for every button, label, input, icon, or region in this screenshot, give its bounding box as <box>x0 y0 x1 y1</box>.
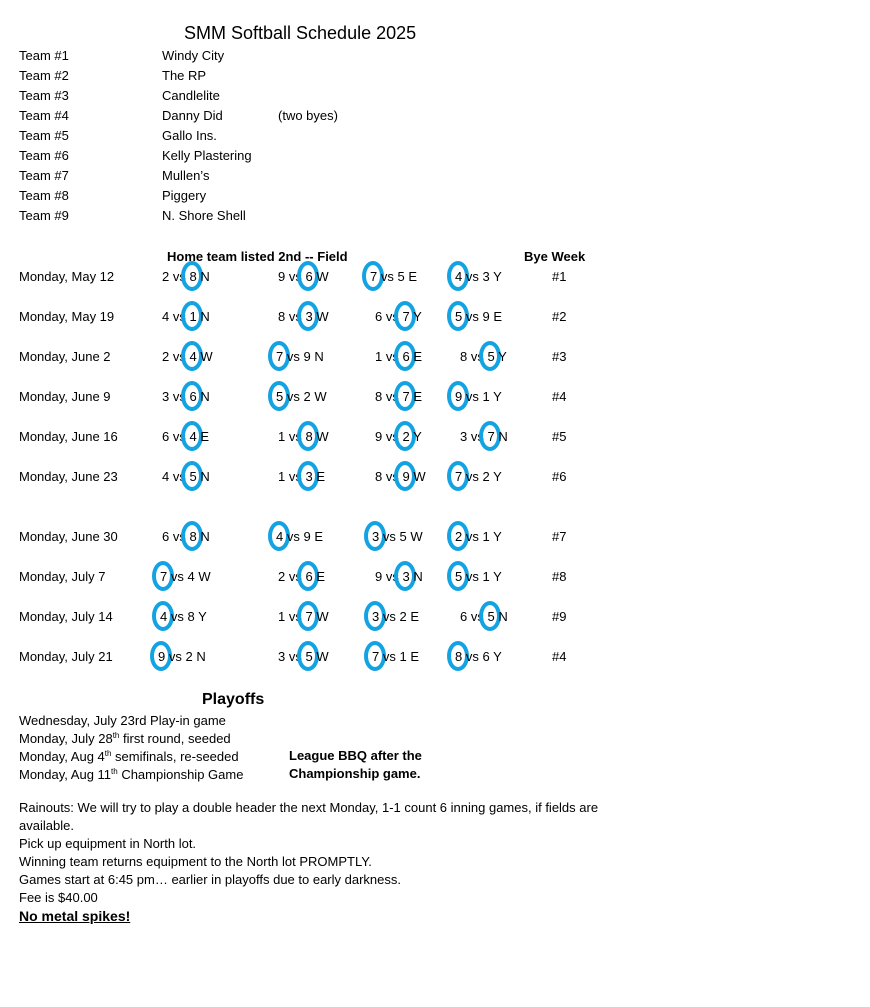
field-code: Y <box>413 309 422 324</box>
home-team: 1 <box>482 389 490 404</box>
home-team: 1 <box>482 529 490 544</box>
field-code: E <box>200 429 210 444</box>
vs-label: vs <box>470 429 484 444</box>
playoff-description: semifinals, re-seeded <box>111 749 239 764</box>
game-matchup <box>162 429 209 445</box>
home-team: 6 <box>402 349 409 364</box>
vs-label: vs <box>465 469 479 484</box>
vs-label: vs <box>170 609 184 624</box>
team-number: Team #3 <box>19 88 69 103</box>
away-team: 3 <box>162 389 170 404</box>
playoff-description: Championship Game <box>117 767 244 782</box>
game-matchup <box>455 569 502 585</box>
vs-label: vs <box>465 309 479 324</box>
field-code: N <box>498 609 508 624</box>
field-code: Y <box>493 569 502 584</box>
away-team: 7 <box>276 349 283 364</box>
game-matchup <box>455 309 502 325</box>
away-team: 9 <box>278 269 286 284</box>
field-code: Y <box>493 269 502 284</box>
fee-note: Fee is $40.00 <box>19 890 98 905</box>
game-matchup <box>278 429 329 445</box>
playoff-round <box>19 748 239 766</box>
game-matchup <box>278 569 325 585</box>
away-team: 1 <box>278 469 286 484</box>
bye-week-team: #3 <box>552 349 567 364</box>
page-title: SMM Softball Schedule 2025 <box>184 23 417 43</box>
field-code: E <box>316 569 326 584</box>
field-code: N <box>498 429 508 444</box>
away-team: 1 <box>278 609 286 624</box>
home-team: 6 <box>482 649 490 664</box>
away-team: 2 <box>162 349 170 364</box>
vs-label: vs <box>385 309 399 324</box>
week-date: Monday, May 12 <box>19 269 115 284</box>
vs-label: vs <box>288 649 302 664</box>
vs-label: vs <box>288 469 302 484</box>
game-matchup <box>160 609 207 625</box>
field-code: W <box>316 429 329 444</box>
vs-label: vs <box>288 269 302 284</box>
field-code: E <box>493 309 503 324</box>
away-team: 8 <box>375 389 383 404</box>
field-code: E <box>413 389 423 404</box>
game-matchup <box>276 389 327 405</box>
game-matchup <box>160 569 211 585</box>
field-code: N <box>200 529 210 544</box>
game-matchup <box>162 349 213 365</box>
team-name: The RP <box>162 68 207 83</box>
week-date: Monday, May 19 <box>19 309 115 324</box>
away-team: 4 <box>455 269 462 284</box>
game-matchup <box>372 529 423 545</box>
field-code: Y <box>498 349 507 364</box>
vs-label: vs <box>470 349 484 364</box>
game-matchup <box>460 349 507 365</box>
field-code: Y <box>493 649 502 664</box>
vs-label: vs <box>382 649 396 664</box>
game-matchup <box>372 649 419 665</box>
away-team: 1 <box>278 429 286 444</box>
game-matchup <box>455 649 502 665</box>
field-code: N <box>196 649 206 664</box>
field-code: W <box>316 269 329 284</box>
home-team: 8 <box>187 609 195 624</box>
game-matchup <box>375 389 422 405</box>
vs-label: vs <box>288 609 302 624</box>
bbq-note-line2: Championship game. <box>289 766 421 781</box>
home-team: 8 <box>189 269 196 284</box>
vs-label: vs <box>170 569 184 584</box>
return-note: Winning team returns equipment to the North lot PROMPTLY. <box>19 854 372 869</box>
home-team: 2 <box>399 609 407 624</box>
vs-label: vs <box>385 429 399 444</box>
start-time-note: Games start at 6:45 pm… earlier in playoffs due to early darkness. <box>19 872 401 887</box>
field-code: W <box>413 469 426 484</box>
vs-label: vs <box>385 349 399 364</box>
vs-label: vs <box>382 609 396 624</box>
vs-label: vs <box>465 569 479 584</box>
game-matchup <box>375 469 426 485</box>
home-team: 4 <box>187 569 195 584</box>
away-team: 7 <box>160 569 167 584</box>
vs-label: vs <box>385 389 399 404</box>
team-number: Team #6 <box>19 148 69 163</box>
no-metal-spikes-warning: No metal spikes! <box>19 908 131 924</box>
home-team: 3 <box>305 309 312 324</box>
vs-label: vs <box>172 349 186 364</box>
week-date: Monday, June 23 <box>19 469 118 484</box>
home-team: 6 <box>189 389 196 404</box>
away-team: 6 <box>375 309 383 324</box>
game-matchup <box>375 309 422 325</box>
playoff-round <box>19 766 243 784</box>
away-team: 7 <box>455 469 462 484</box>
bye-week-team: #5 <box>552 429 567 444</box>
week-date: Monday, July 7 <box>19 569 106 584</box>
week-date: Monday, July 21 <box>19 649 113 664</box>
playoff-description: first round, seeded <box>119 731 231 746</box>
team-name: Windy City <box>162 48 225 63</box>
field-code: W <box>316 649 329 664</box>
vs-label: vs <box>382 529 396 544</box>
game-matchup <box>375 569 423 585</box>
field-code: N <box>314 349 324 364</box>
field-code: Y <box>198 609 207 624</box>
field-code: W <box>410 529 423 544</box>
away-team: 7 <box>372 649 379 664</box>
vs-label: vs <box>172 469 186 484</box>
away-team: 5 <box>455 569 462 584</box>
away-team: 8 <box>460 349 468 364</box>
away-team: 8 <box>455 649 462 664</box>
field-code: N <box>200 309 210 324</box>
vs-label: vs <box>172 269 186 284</box>
team-note: (two byes) <box>278 108 338 123</box>
field-code: Y <box>493 469 502 484</box>
home-team: 2 <box>185 649 193 664</box>
game-matchup <box>158 649 206 665</box>
playoff-round <box>19 712 226 730</box>
home-team: 9 <box>482 309 490 324</box>
team-name: Danny Did <box>162 108 223 123</box>
away-team: 9 <box>455 389 462 404</box>
team-name: Mullen’s <box>162 168 210 183</box>
away-team: 6 <box>162 429 170 444</box>
home-team: 6 <box>305 269 312 284</box>
away-team: 6 <box>162 529 170 544</box>
team-number: Team #2 <box>19 68 69 83</box>
away-team: 4 <box>160 609 167 624</box>
away-team: 3 <box>372 609 379 624</box>
away-team: 2 <box>278 569 286 584</box>
away-team: 3 <box>460 429 468 444</box>
away-team: 9 <box>158 649 165 664</box>
pickup-note: Pick up equipment in North lot. <box>19 836 197 851</box>
vs-label: vs <box>286 529 300 544</box>
week-date: Monday, June 16 <box>19 429 118 444</box>
field-code: W <box>200 349 213 364</box>
vs-label: vs <box>465 389 479 404</box>
vs-label: vs <box>465 649 479 664</box>
vs-label: vs <box>288 429 302 444</box>
field-code: E <box>316 469 326 484</box>
field-code: N <box>200 269 210 284</box>
game-matchup <box>455 469 502 485</box>
vs-label: vs <box>470 609 484 624</box>
team-name: Piggery <box>162 188 207 203</box>
home-team: 7 <box>402 389 409 404</box>
ordinal-suffix: th <box>111 767 118 776</box>
home-team: 2 <box>303 389 311 404</box>
home-team: 3 <box>402 569 409 584</box>
home-team: 9 <box>303 529 311 544</box>
team-number: Team #7 <box>19 168 69 183</box>
game-matchup <box>162 389 210 405</box>
home-team: 5 <box>487 609 494 624</box>
field-code: E <box>314 529 324 544</box>
vs-label: vs <box>385 569 399 584</box>
field-code: Y <box>493 529 502 544</box>
away-team: 4 <box>276 529 283 544</box>
playoff-date: Monday, July 28 <box>19 731 113 746</box>
home-team: 1 <box>189 309 196 324</box>
home-team: 5 <box>305 649 312 664</box>
home-team: 2 <box>482 469 490 484</box>
game-matchup <box>162 529 210 545</box>
vs-label: vs <box>288 309 302 324</box>
away-team: 2 <box>162 269 170 284</box>
home-team: 1 <box>399 649 407 664</box>
playoff-date: Wednesday, July 23rd Play-in game <box>19 713 226 728</box>
vs-label: vs <box>172 429 186 444</box>
home-team: 5 <box>487 349 494 364</box>
team-name: Candlelite <box>162 88 220 103</box>
away-team: 3 <box>278 649 286 664</box>
playoff-round <box>19 730 231 748</box>
game-matchup <box>460 429 508 445</box>
schedule-games-header: Home team listed 2nd -- Field <box>167 249 348 264</box>
game-matchup <box>460 609 508 625</box>
playoff-date: Monday, Aug 11 <box>19 767 112 782</box>
vs-label: vs <box>385 469 399 484</box>
home-team: 4 <box>189 429 196 444</box>
away-team: 7 <box>370 269 377 284</box>
game-matchup <box>278 649 329 665</box>
game-matchup <box>162 309 210 325</box>
vs-label: vs <box>465 529 479 544</box>
field-code: E <box>410 609 420 624</box>
away-team: 4 <box>162 469 170 484</box>
away-team: 3 <box>372 529 379 544</box>
team-number: Team #5 <box>19 128 69 143</box>
field-code: W <box>316 309 329 324</box>
vs-label: vs <box>172 389 186 404</box>
away-team: 6 <box>460 609 468 624</box>
vs-label: vs <box>172 309 186 324</box>
bbq-note-line1: League BBQ after the <box>289 748 422 763</box>
home-team: 1 <box>482 569 490 584</box>
bye-week-team: #7 <box>552 529 567 544</box>
game-matchup <box>278 309 329 325</box>
vs-label: vs <box>286 349 300 364</box>
home-team: 7 <box>402 309 409 324</box>
home-team: 6 <box>305 569 312 584</box>
game-matchup <box>375 349 422 365</box>
game-matchup <box>375 429 422 445</box>
team-number: Team #1 <box>19 48 69 63</box>
ordinal-suffix: th <box>112 731 120 740</box>
game-matchup <box>276 529 323 545</box>
field-code: W <box>314 389 327 404</box>
game-matchup <box>370 269 417 285</box>
away-team: 2 <box>455 529 462 544</box>
home-team: 5 <box>397 269 405 284</box>
home-team: 9 <box>402 469 409 484</box>
bye-week-team: #4 <box>552 389 567 404</box>
game-matchup <box>372 609 419 625</box>
away-team: 1 <box>375 349 383 364</box>
home-team: 5 <box>189 469 196 484</box>
game-matchup <box>278 269 329 285</box>
home-team: 8 <box>305 429 312 444</box>
bye-week-team: #9 <box>552 609 567 624</box>
home-team: 3 <box>482 269 490 284</box>
ordinal-suffix: th <box>104 749 112 758</box>
game-matchup <box>278 469 325 485</box>
field-code: N <box>413 569 423 584</box>
field-code: N <box>200 389 210 404</box>
vs-label: vs <box>465 269 479 284</box>
home-team: 8 <box>189 529 196 544</box>
field-code: W <box>316 609 329 624</box>
game-matchup <box>455 389 502 405</box>
rainouts-note: Rainouts: We will try to play a double header the next Monday, 1-1 count 6 inning games, if fields are available. <box>19 800 599 833</box>
team-name: Kelly Plastering <box>162 148 252 163</box>
home-team: 9 <box>303 349 311 364</box>
field-code: W <box>198 569 211 584</box>
bye-week-team: #1 <box>552 269 567 284</box>
field-code: Y <box>413 429 422 444</box>
home-team: 2 <box>402 429 409 444</box>
team-number: Team #8 <box>19 188 69 203</box>
bye-week-team: #6 <box>552 469 567 484</box>
away-team: 9 <box>375 429 383 444</box>
schedule-bye-header: Bye Week <box>524 249 586 264</box>
game-matchup <box>455 269 502 285</box>
vs-label: vs <box>286 389 300 404</box>
home-team: 4 <box>189 349 196 364</box>
week-date: Monday, June 30 <box>19 529 118 544</box>
game-matchup <box>276 349 324 365</box>
team-name: Gallo Ins. <box>162 128 217 143</box>
game-matchup <box>162 469 210 485</box>
vs-label: vs <box>172 529 186 544</box>
team-name: N. Shore Shell <box>162 208 246 223</box>
away-team: 8 <box>375 469 383 484</box>
game-matchup <box>162 269 210 285</box>
vs-label: vs <box>380 269 394 284</box>
vs-label: vs <box>168 649 182 664</box>
bye-week-team: #8 <box>552 569 567 584</box>
field-code: E <box>410 649 420 664</box>
game-matchup <box>278 609 329 625</box>
vs-label: vs <box>288 569 302 584</box>
week-date: Monday, June 2 <box>19 349 111 364</box>
away-team: 9 <box>375 569 383 584</box>
game-matchup <box>455 529 502 545</box>
away-team: 5 <box>455 309 462 324</box>
team-number: Team #4 <box>19 108 69 123</box>
field-code: N <box>200 469 210 484</box>
home-team: 5 <box>399 529 407 544</box>
home-team: 7 <box>487 429 494 444</box>
bye-week-team: #4 <box>552 649 567 664</box>
playoffs-heading: Playoffs <box>202 691 265 708</box>
bye-week-team: #2 <box>552 309 567 324</box>
field-code: Y <box>493 389 502 404</box>
field-code: E <box>408 269 418 284</box>
away-team: 5 <box>276 389 283 404</box>
field-code: E <box>413 349 423 364</box>
week-date: Monday, June 9 <box>19 389 111 404</box>
playoff-date: Monday, Aug 4 <box>19 749 105 764</box>
week-date: Monday, July 14 <box>19 609 113 624</box>
away-team: 4 <box>162 309 170 324</box>
team-number: Team #9 <box>19 208 69 223</box>
home-team: 7 <box>305 609 312 624</box>
home-team: 3 <box>305 469 312 484</box>
away-team: 8 <box>278 309 286 324</box>
